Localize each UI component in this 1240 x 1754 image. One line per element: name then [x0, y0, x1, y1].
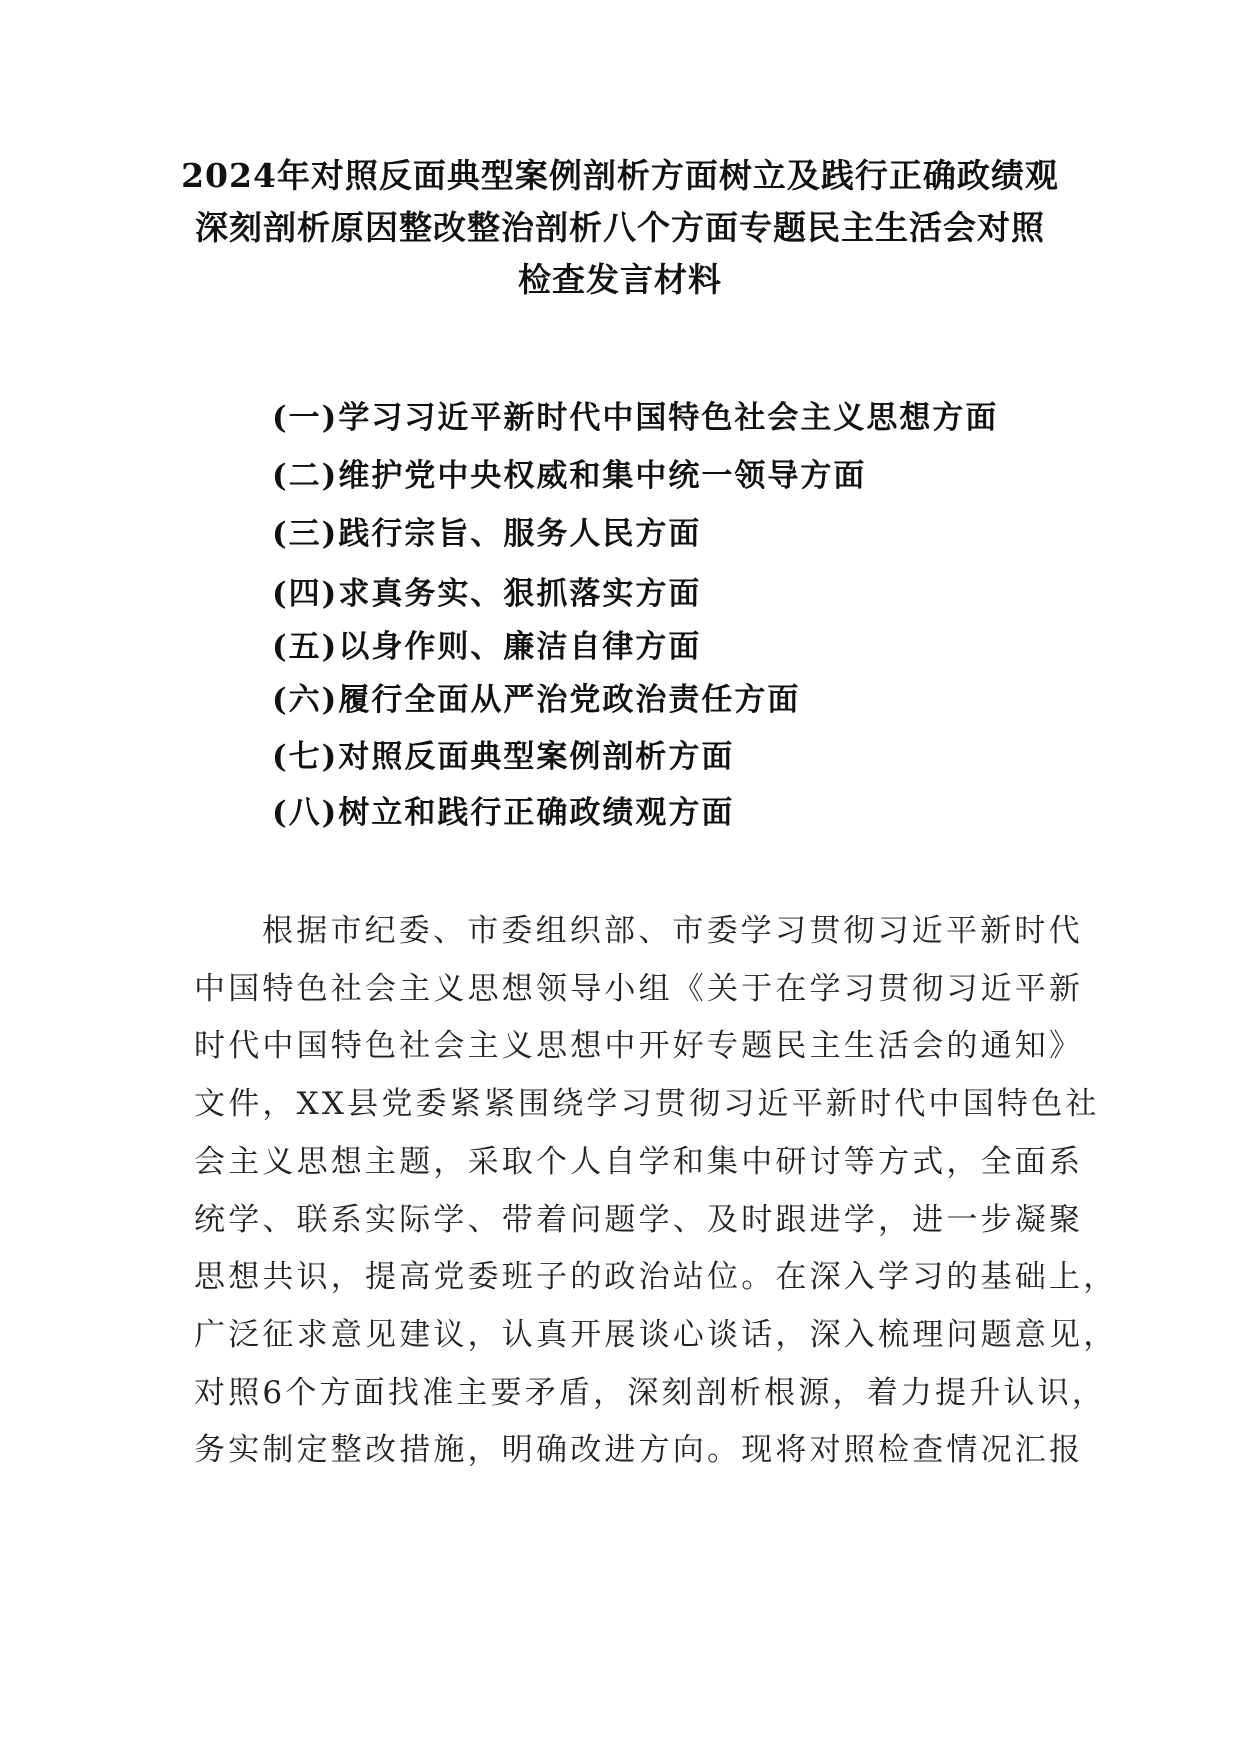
body-line-4: 文件，XX县党委紧紧围绕学习贯彻习近平新时代中国特色社 [194, 1086, 1100, 1123]
outline-item-7: (七)对照反面典型案例剖析方面 [272, 739, 735, 775]
body-line-2: 中国特色社会主义思想领导小组《关于在学习贯彻习近平新 [194, 970, 1084, 1007]
body-line-6: 统学、联系实际学、带着问题学、及时跟进学，进一步凝聚 [194, 1201, 1084, 1238]
body-line-1: 根据市纪委、市委组织部、市委学习贯彻习近平新时代 [262, 913, 1083, 949]
body-line-9: 对照6个方面找准主要矛盾，深刻剖析根源，着力提升认识， [194, 1374, 1107, 1411]
document-title [170, 150, 1070, 306]
body-line-5: 会主义思想主题，采取个人自学和集中研讨等方式，全面系 [194, 1143, 1084, 1180]
body-line-3: 时代中国特色社会主义思想中开好专题民主生活会的通知》 [194, 1028, 1084, 1065]
outline-item-6: (六)履行全面从严治党政治责任方面 [272, 682, 801, 718]
outline-item-4: (四)求真务实、狠抓落实方面 [272, 576, 702, 612]
body-line-10: 务实制定整改措施，明确改进方向。现将对照检查情况汇报 [194, 1432, 1084, 1469]
outline-item-3: (三)践行宗旨、服务人民方面 [272, 516, 702, 552]
title-line-1: 2024年对照反面典型案例剖析方面树立及践行正确政绩观 [181, 156, 1059, 195]
body-line-8: 广泛征求意见建议，认真开展谈心谈话，深入梳理问题意见， [194, 1316, 1118, 1353]
outline-item-2: (二)维护党中央权威和集中统一领导方面 [272, 458, 867, 494]
body-paragraph [194, 903, 1118, 1480]
body-line-7: 思想共识，提高党委班子的政治站位。在深入学习的基础上， [194, 1259, 1118, 1296]
outline-item-1: (一)学习习近平新时代中国特色社会主义思想方面 [272, 400, 999, 436]
title-line-3: 检查发言材料 [518, 260, 722, 299]
outline-item-5: (五)以身作则、廉洁自律方面 [272, 629, 702, 665]
title-line-2: 深刻剖析原因整改整治剖析八个方面专题民主生活会对照 [195, 208, 1045, 247]
outline-item-8: (八)树立和践行正确政绩观方面 [272, 795, 735, 831]
